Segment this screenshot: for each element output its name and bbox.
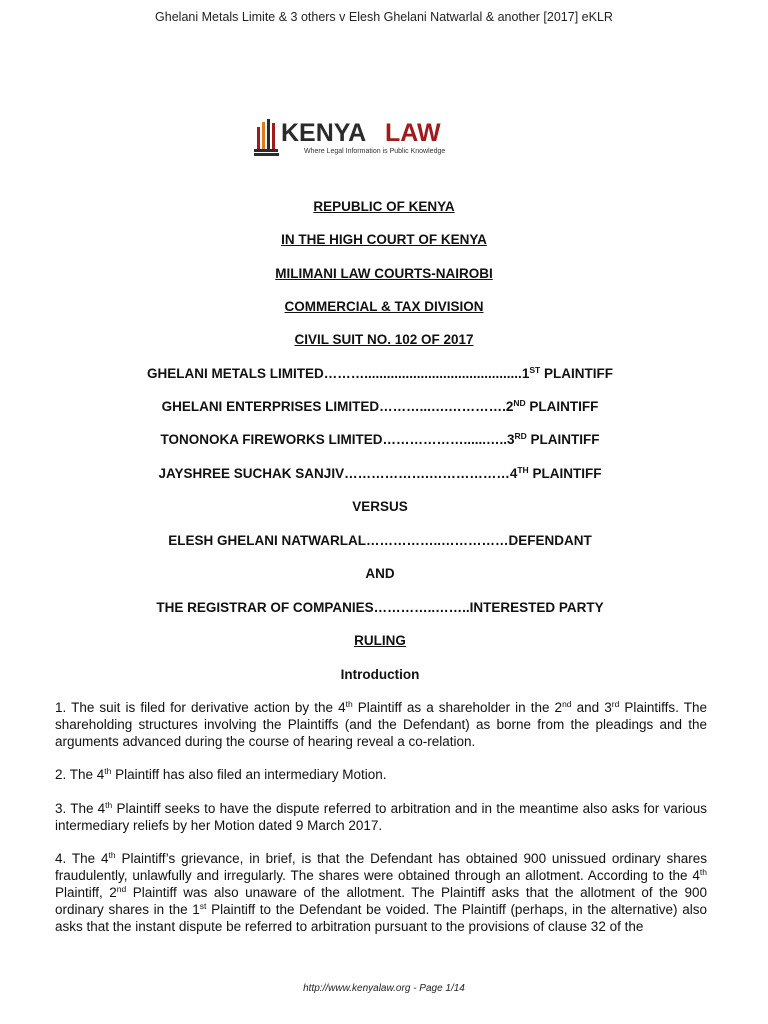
party-ordinal-suffix: TH xyxy=(517,465,529,475)
caption-station: MILIMANI LAW COURTS-NAIROBI xyxy=(275,266,493,281)
party-ordinal: 2 xyxy=(505,399,514,414)
caption-case-number: CIVIL SUIT NO. 102 OF 2017 xyxy=(294,332,474,347)
party-role: INTERESTED PARTY xyxy=(469,600,604,615)
party-role: PLAINTIFF xyxy=(530,432,600,447)
party-name: TONONOKA FIREWORKS LIMITED xyxy=(160,432,383,447)
kenya-law-logo xyxy=(254,117,464,157)
caption-republic: REPUBLIC OF KENYA xyxy=(313,199,455,214)
party-ordinal: 3 xyxy=(506,432,515,447)
party-ordinal-suffix: RD xyxy=(514,431,527,441)
paragraph-1: 1. The suit is filed for derivative action by the 4th Plaintiff as a shareholder in the 2nd and 3rd Plaintiffs. The shareholding structures involving the Plaintiffs (and the Defendant) as borne from the pleadings and the arguments advanced during the course of hearing reveal a co-relation. xyxy=(55,699,707,749)
logo-word-law: LAW xyxy=(385,119,441,147)
and-label: AND xyxy=(365,566,395,581)
party-name: JAYSHREE SUCHAK SANJIV xyxy=(158,466,345,481)
party-ordinal-suffix: ND xyxy=(513,398,526,408)
party-interested xyxy=(0,600,760,615)
party-dots: ……….......................................... xyxy=(323,366,522,381)
caption-division: COMMERCIAL & TAX DIVISION xyxy=(284,299,484,314)
party-plaintiff-3 xyxy=(0,432,760,447)
paragraph-2: 2. The 4th Plaintiff has also filed an intermediary Motion. xyxy=(55,766,387,782)
party-dots: …………..…….. xyxy=(373,600,470,615)
party-name: GHELANI ENTERPRISES LIMITED xyxy=(161,399,380,414)
party-role: PLAINTIFF xyxy=(543,366,613,381)
paragraph-3: 3. The 4th Plaintiff seeks to have the dispute referred to arbitration and in the meantime also asks for various intermediary reliefs by her Motion dated 9 March 2017. xyxy=(55,800,707,833)
party-role: PLAINTIFF xyxy=(529,399,599,414)
caption-court: IN THE HIGH COURT OF KENYA xyxy=(281,232,487,247)
party-dots: ……………….……………… xyxy=(344,466,510,481)
party-ordinal-suffix: ST xyxy=(529,365,541,375)
versus-label: VERSUS xyxy=(352,499,408,514)
party-name: ELESH GHELANI NATWARLAL xyxy=(168,533,366,548)
party-name: THE REGISTRAR OF COMPANIES xyxy=(156,600,374,615)
party-plaintiff-4 xyxy=(0,466,760,481)
kenya-law-logo-icon xyxy=(254,117,464,157)
introduction-title: Introduction xyxy=(340,667,420,682)
logo-word-kenya: KENYA xyxy=(281,119,367,147)
logo-tagline: Where Legal Information is Public Knowledge xyxy=(304,148,446,155)
party-dots: ……………..…………… xyxy=(365,533,509,548)
party-plaintiff-2 xyxy=(0,399,760,414)
page-footer[interactable]: http://www.kenyalaw.org - Page 1/14 xyxy=(303,983,465,994)
party-plaintiff-1 xyxy=(0,366,760,381)
party-name: GHELANI METALS LIMITED xyxy=(147,366,324,381)
ruling-title: RULING xyxy=(354,633,406,648)
party-role: PLAINTIFF xyxy=(532,466,602,481)
party-ordinal: 1 xyxy=(521,366,530,381)
running-header: Ghelani Metals Limite & 3 others v Elesh Ghelani Natwarlal & another [2017] eKLR xyxy=(155,10,613,24)
party-ordinal: 4 xyxy=(509,466,518,481)
party-dots: ………………......….. xyxy=(382,432,507,447)
party-dots: ………...….…………. xyxy=(379,399,506,414)
party-defendant xyxy=(0,533,760,548)
party-role: DEFENDANT xyxy=(508,533,592,548)
paragraph-4: 4. The 4th Plaintiff’s grievance, in brief, is that the Defendant has obtained 900 unissued ordinary shares fraudulently, unlawfully and irregularly. The shares were obtained through an allotment. According to the 4th Plaintiff, 2nd Plaintiff was also unaware of the allotment. The Plaintiff asks that the allotment of the 900 ordinary shares in the 1st Plaintiff to the Defendant be voided. The Plaintiff (perhaps, in the alternative) also asks that the instant dispute be referred to arbitration pursuant to the provisions of clause 32 of the xyxy=(55,850,707,934)
